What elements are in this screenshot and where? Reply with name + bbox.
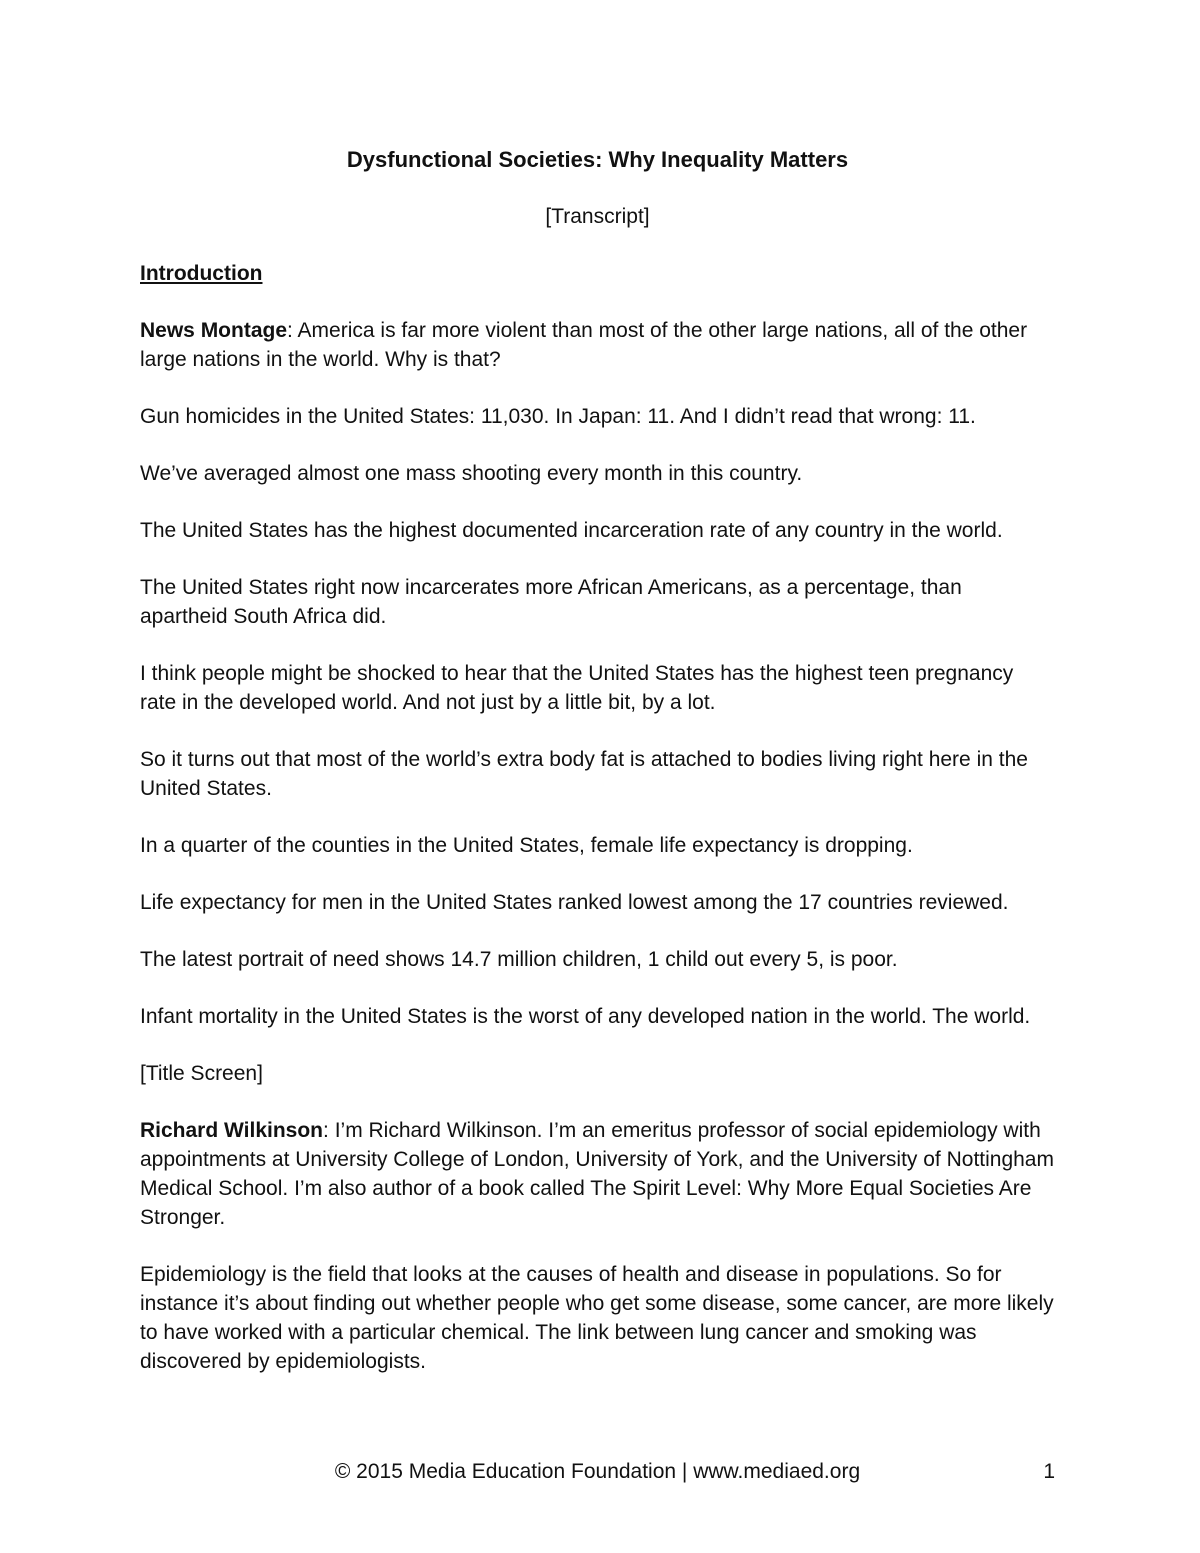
page-number: 1 <box>1043 1460 1055 1483</box>
transcript-paragraph <box>140 659 1055 717</box>
paragraph-text: Life expectancy for men in the United States ranked lowest among the 17 countries reviewed. <box>140 891 1009 914</box>
paragraph-text: I’m Richard Wilkinson. I’m an emeritus professor of social epidemiology with appointments at University College of London, University of York, and the University of Nottingham Medical School. I’m also author of a book called The Spirit Level: Why More Equal Societies Are Stronger. <box>140 1119 1054 1229</box>
section-heading: Introduction <box>140 262 263 285</box>
document-body <box>140 145 1055 1404</box>
speaker-name: News Montage <box>140 319 288 342</box>
paragraph-text: I think people might be shocked to hear that the United States has the highest teen pregnancy rate in the developed world. And not just by a little bit, by a lot. <box>140 662 1014 714</box>
transcript-paragraph <box>140 1260 1055 1376</box>
transcript-paragraph <box>140 945 1055 974</box>
document-subtitle: [Transcript] <box>545 205 650 228</box>
paragraph-text: Gun homicides in the United States: 11,030. In Japan: 11. And I didn’t read that wrong: 11. <box>140 405 976 428</box>
transcript-paragraph <box>140 831 1055 860</box>
transcript-paragraph <box>140 459 1055 488</box>
transcript-paragraph <box>140 745 1055 803</box>
transcript-paragraph <box>140 888 1055 917</box>
transcript-paragraph <box>140 1002 1055 1031</box>
speaker-name: Richard Wilkinson <box>140 1119 324 1142</box>
paragraph-text: America is far more violent than most of the other large nations, all of the other large nations in the world. Why is that? <box>140 319 1028 371</box>
transcript-paragraph <box>140 1059 1055 1088</box>
paragraph-text: The United States right now incarcerates more African Americans, as a percentage, than apartheid South Africa did. <box>140 576 962 628</box>
transcript-paragraph <box>140 573 1055 631</box>
paragraph-text: The United States has the highest documented incarceration rate of any country in the world. <box>140 519 1003 542</box>
paragraph-text: We’ve averaged almost one mass shooting every month in this country. <box>140 462 803 485</box>
paragraph-text: Infant mortality in the United States is the worst of any developed nation in the world. The world. <box>140 1005 1031 1028</box>
transcript-paragraph <box>140 516 1055 545</box>
transcript-paragraph <box>140 316 1055 374</box>
speaker-separator: : <box>323 1119 335 1142</box>
speaker-separator: : <box>287 319 298 342</box>
paragraph-text: In a quarter of the counties in the United States, female life expectancy is dropping. <box>140 834 913 857</box>
transcript-paragraph <box>140 402 1055 431</box>
paragraph-text: [Title Screen] <box>140 1062 263 1085</box>
footer-copyright: © 2015 Media Education Foundation | www.mediaed.org <box>334 1460 861 1483</box>
document-title: Dysfunctional Societies: Why Inequality Matters <box>346 147 849 172</box>
paragraph-text: Epidemiology is the field that looks at the causes of health and disease in populations. So for instance it’s about finding out whether people who get some disease, some cancer, are more likely to have worked with a particular chemical. The link between lung cancer and smoking was discovered by epidemiologists. <box>140 1263 1054 1373</box>
transcript-paragraph <box>140 1116 1055 1232</box>
paragraph-text: So it turns out that most of the world’s extra body fat is attached to bodies living right here in the United States. <box>140 748 1028 800</box>
paragraph-text: The latest portrait of need shows 14.7 million children, 1 child out every 5, is poor. <box>140 948 898 971</box>
